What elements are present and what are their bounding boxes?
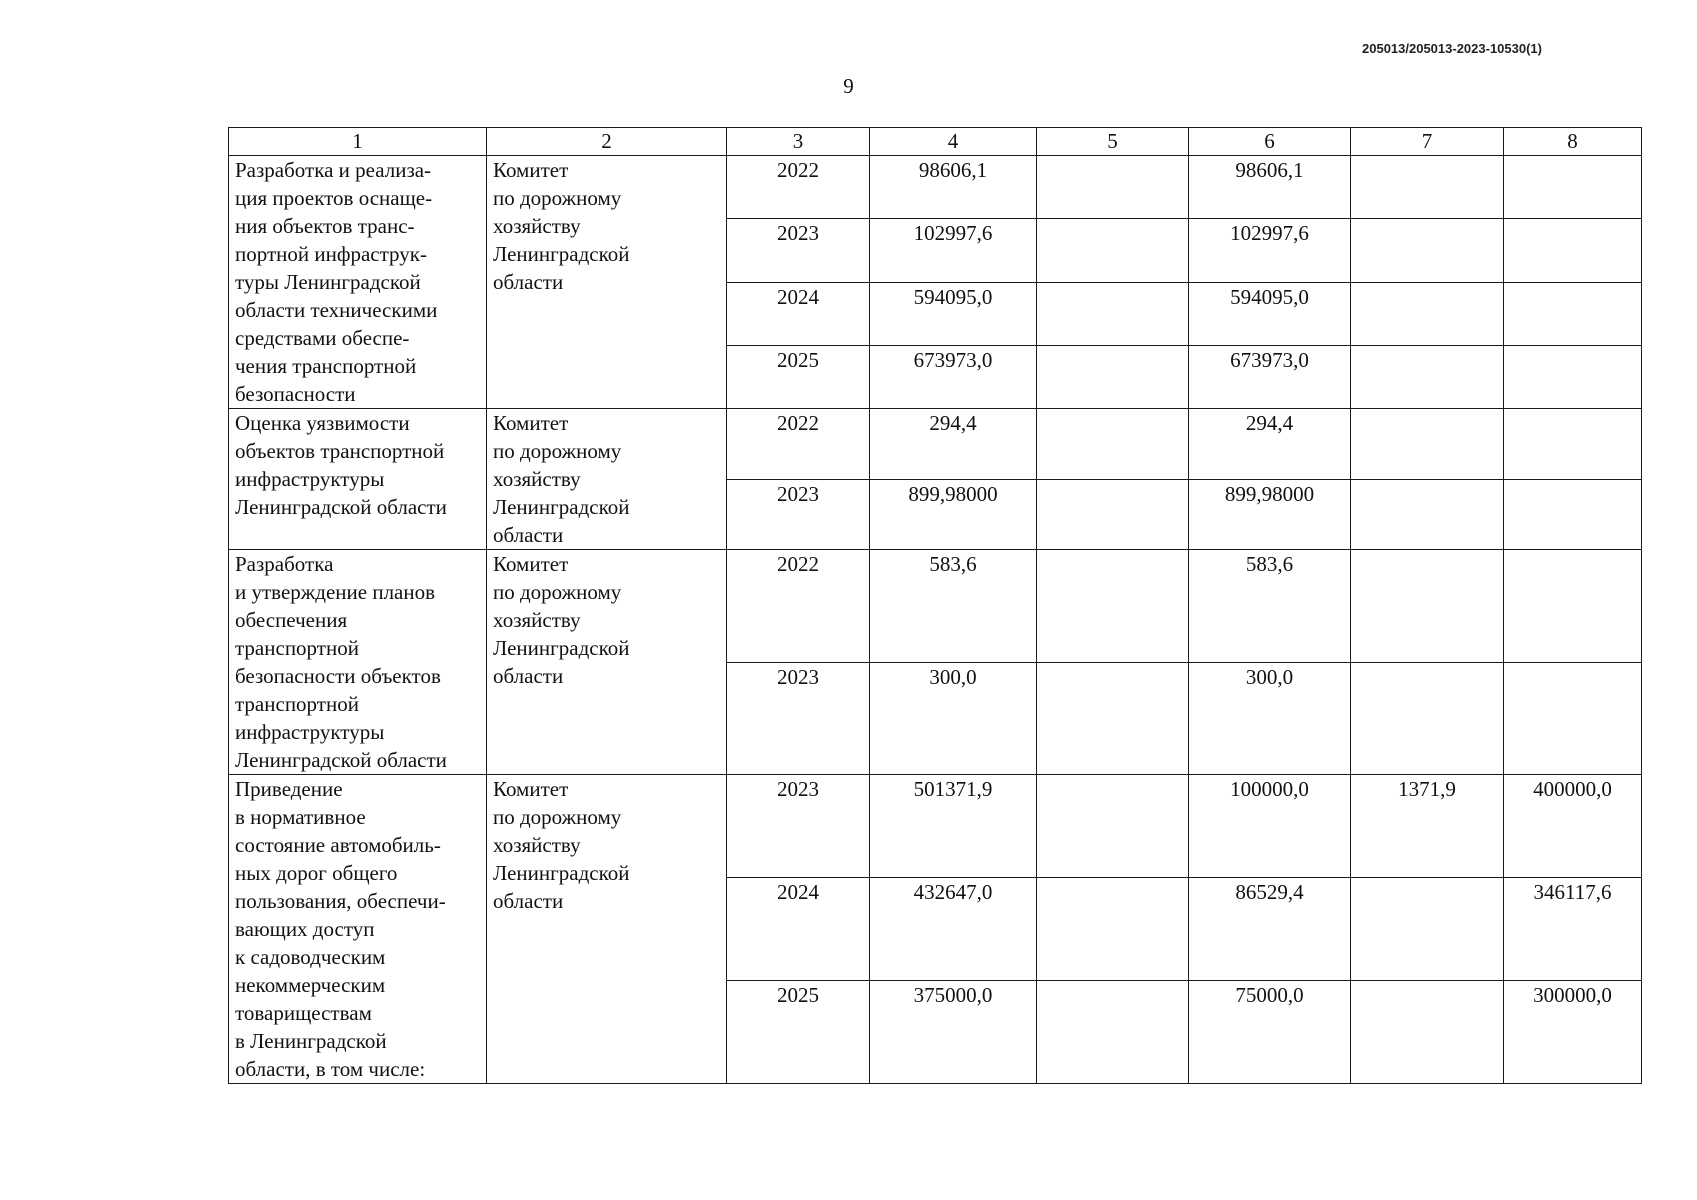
total-cell: 673973,0 (870, 345, 1037, 408)
col8-cell: 346117,6 (1504, 878, 1642, 981)
col6-cell: 100000,0 (1189, 775, 1351, 878)
responsible-org: Комитет по дорожному хозяйству Ленинградской области (487, 156, 727, 409)
col6-cell: 75000,0 (1189, 981, 1351, 1084)
col6-cell: 102997,6 (1189, 219, 1351, 282)
page-number: 9 (843, 74, 854, 98)
year-cell: 2023 (727, 479, 870, 550)
total-cell: 501371,9 (870, 775, 1037, 878)
total-cell: 583,6 (870, 550, 1037, 663)
col7-cell: 1371,9 (1351, 775, 1504, 878)
col6-cell: 98606,1 (1189, 156, 1351, 219)
year-cell: 2024 (727, 282, 870, 345)
col7-cell (1351, 662, 1504, 775)
col5-cell (1037, 409, 1189, 480)
responsible-org: Комитет по дорожному хозяйству Ленинградской области (487, 409, 727, 550)
column-header-1: 1 (229, 128, 487, 156)
column-header-7: 7 (1351, 128, 1504, 156)
column-header-4: 4 (870, 128, 1037, 156)
year-cell: 2023 (727, 775, 870, 878)
table-row (229, 775, 1642, 878)
col7-cell (1351, 981, 1504, 1084)
col5-cell (1037, 219, 1189, 282)
total-cell: 432647,0 (870, 878, 1037, 981)
col5-cell (1037, 878, 1189, 981)
total-cell: 98606,1 (870, 156, 1037, 219)
table-row (229, 156, 1642, 219)
year-cell: 2025 (727, 981, 870, 1084)
col7-cell (1351, 345, 1504, 408)
col8-cell (1504, 156, 1642, 219)
column-header-2: 2 (487, 128, 727, 156)
column-header-6: 6 (1189, 128, 1351, 156)
total-cell: 102997,6 (870, 219, 1037, 282)
col6-cell: 594095,0 (1189, 282, 1351, 345)
column-header-5: 5 (1037, 128, 1189, 156)
col5-cell (1037, 156, 1189, 219)
col8-cell (1504, 282, 1642, 345)
budget-table (228, 127, 1642, 1084)
col6-cell: 294,4 (1189, 409, 1351, 480)
responsible-org: Комитет по дорожному хозяйству Ленинградской области (487, 775, 727, 1084)
col5-cell (1037, 662, 1189, 775)
column-number-row (229, 128, 1642, 156)
total-cell: 899,98000 (870, 479, 1037, 550)
col8-cell (1504, 479, 1642, 550)
col5-cell (1037, 981, 1189, 1084)
table-row (229, 550, 1642, 663)
col8-cell (1504, 550, 1642, 663)
year-cell: 2022 (727, 156, 870, 219)
col8-cell (1504, 345, 1642, 408)
year-cell: 2022 (727, 409, 870, 480)
column-header-3: 3 (727, 128, 870, 156)
measure-name: Разработка и реализа- ция проектов оснаще- ния объектов транс- портной инфраструк- туры Ленинградской области техническими средствами обеспе- чения транспортной безопасности (229, 156, 487, 409)
col8-cell: 300000,0 (1504, 981, 1642, 1084)
col8-cell: 400000,0 (1504, 775, 1642, 878)
col5-cell (1037, 282, 1189, 345)
col7-cell (1351, 409, 1504, 480)
document-id: 205013/205013-2023-10530(1) (1362, 41, 1542, 56)
year-cell: 2024 (727, 878, 870, 981)
col8-cell (1504, 219, 1642, 282)
col8-cell (1504, 409, 1642, 480)
total-cell: 375000,0 (870, 981, 1037, 1084)
measure-name: Оценка уязвимости объектов транспортной инфраструктуры Ленинградской области (229, 409, 487, 550)
col5-cell (1037, 550, 1189, 663)
col5-cell (1037, 775, 1189, 878)
col6-cell: 583,6 (1189, 550, 1351, 663)
total-cell: 300,0 (870, 662, 1037, 775)
col7-cell (1351, 219, 1504, 282)
table-row (229, 409, 1642, 480)
col7-cell (1351, 156, 1504, 219)
col8-cell (1504, 662, 1642, 775)
col6-cell: 300,0 (1189, 662, 1351, 775)
col6-cell: 86529,4 (1189, 878, 1351, 981)
measure-name: Приведение в нормативное состояние автомобиль- ных дорог общего пользования, обеспечи- вающих доступ к садоводческим некоммерческим товариществам в Ленинградской области, в том числе: (229, 775, 487, 1084)
responsible-org: Комитет по дорожному хозяйству Ленинградской области (487, 550, 727, 775)
col7-cell (1351, 282, 1504, 345)
year-cell: 2025 (727, 345, 870, 408)
col5-cell (1037, 345, 1189, 408)
col6-cell: 899,98000 (1189, 479, 1351, 550)
year-cell: 2022 (727, 550, 870, 663)
year-cell: 2023 (727, 662, 870, 775)
col7-cell (1351, 479, 1504, 550)
col7-cell (1351, 550, 1504, 663)
col6-cell: 673973,0 (1189, 345, 1351, 408)
total-cell: 294,4 (870, 409, 1037, 480)
year-cell: 2023 (727, 219, 870, 282)
total-cell: 594095,0 (870, 282, 1037, 345)
col7-cell (1351, 878, 1504, 981)
column-header-8: 8 (1504, 128, 1642, 156)
col5-cell (1037, 479, 1189, 550)
measure-name: Разработка и утверждение планов обеспечения транспортной безопасности объектов транспортной инфраструктуры Ленинградской области (229, 550, 487, 775)
